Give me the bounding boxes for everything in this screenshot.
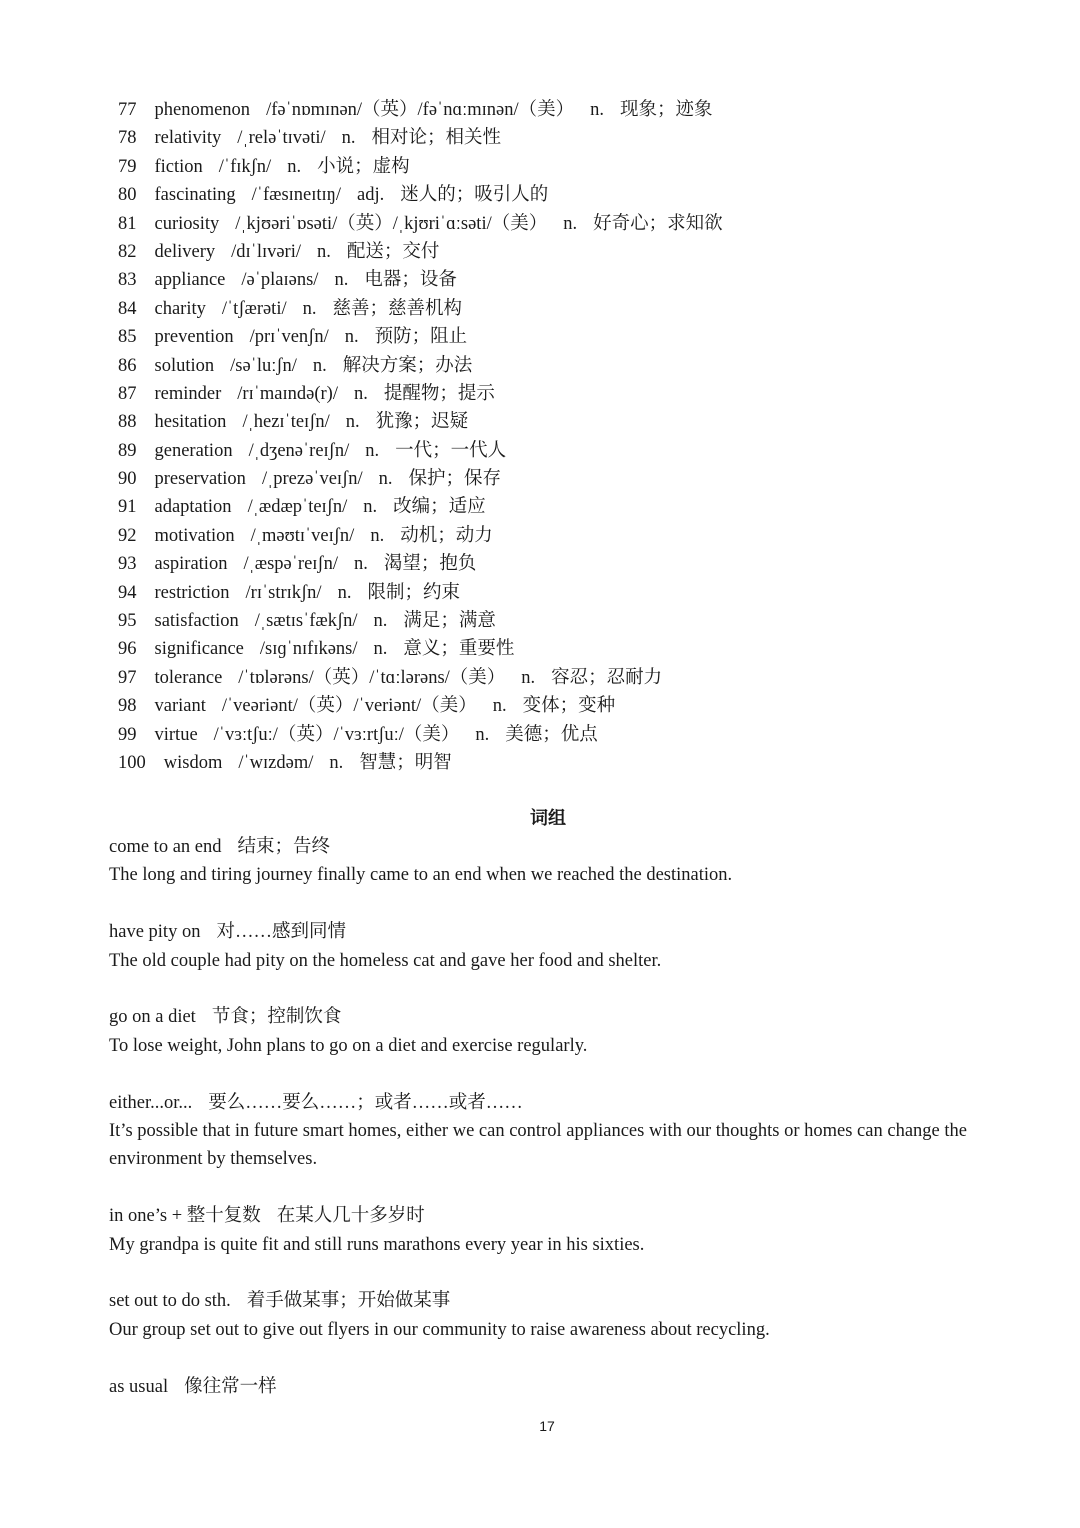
vocab-meaning: 提醒物；提示 bbox=[383, 383, 495, 404]
vocab-number: 94 bbox=[118, 582, 137, 603]
vocab-entry bbox=[118, 323, 723, 351]
vocab-phonetic: /əˈplaɪəns/ bbox=[241, 270, 319, 291]
vocab-word: motivation bbox=[154, 525, 235, 546]
vocab-meaning: 电器；设备 bbox=[364, 270, 457, 291]
vocab-number: 97 bbox=[118, 667, 137, 688]
phrase-term: as usual bbox=[109, 1376, 169, 1397]
phrase-meaning: 要么……要么……；或者……或者…… bbox=[208, 1092, 523, 1113]
vocab-phonetic: /ˌməʊtɪˈveɪʃn/ bbox=[250, 525, 355, 546]
section-title: 词组 bbox=[530, 808, 566, 828]
vocab-word: preservation bbox=[154, 469, 246, 490]
vocab-entry bbox=[118, 210, 723, 238]
vocab-word: solution bbox=[154, 355, 215, 376]
vocab-part-of-speech: n. bbox=[317, 241, 331, 262]
vocab-phonetic: /səˈluːʃn/ bbox=[230, 355, 297, 376]
vocab-word: appliance bbox=[154, 270, 226, 291]
vocab-entry bbox=[118, 124, 723, 152]
vocab-entry bbox=[118, 579, 723, 607]
phrase-heading bbox=[109, 1287, 989, 1315]
vocab-part-of-speech: n. bbox=[370, 525, 385, 546]
vocab-meaning: 迷人的；吸引人的 bbox=[400, 185, 549, 206]
vocab-part-of-speech: n. bbox=[337, 582, 352, 603]
vocab-part-of-speech: n. bbox=[590, 100, 605, 120]
vocab-number: 80 bbox=[118, 185, 137, 206]
vocab-word: restriction bbox=[154, 582, 230, 603]
phrase-term: have pity on bbox=[109, 922, 201, 943]
vocab-entry bbox=[118, 295, 723, 323]
vocab-word: prevention bbox=[154, 327, 234, 348]
phrase-heading bbox=[109, 1202, 989, 1230]
vocab-number: 89 bbox=[118, 440, 137, 461]
phrase-heading bbox=[109, 1089, 989, 1117]
phrase-block bbox=[109, 1202, 989, 1259]
vocab-entry bbox=[118, 664, 723, 692]
vocab-entry bbox=[118, 266, 723, 294]
phrase-example: The old couple had pity on the homeless cat and gave her food and shelter. bbox=[109, 950, 662, 971]
vocab-entry bbox=[118, 522, 723, 550]
vocab-phonetic: /ˈwɪzdəm/ bbox=[238, 752, 314, 773]
vocab-part-of-speech: n. bbox=[373, 639, 388, 660]
vocab-word: significance bbox=[154, 639, 244, 660]
vocab-word: fascinating bbox=[154, 185, 236, 206]
page-number: 17 bbox=[539, 1418, 555, 1434]
vocab-number: 93 bbox=[118, 554, 137, 575]
vocab-entry bbox=[118, 408, 723, 436]
vocab-meaning: 改编；适应 bbox=[393, 497, 486, 518]
vocab-meaning: 美德；优点 bbox=[505, 724, 598, 745]
vocab-word: phenomenon bbox=[154, 100, 251, 120]
phrase-heading bbox=[109, 1373, 989, 1401]
vocab-meaning: 慈善；慈善机构 bbox=[332, 298, 462, 319]
vocab-number: 85 bbox=[118, 327, 137, 348]
phrase-term: set out to do sth. bbox=[109, 1291, 231, 1312]
vocab-entry bbox=[118, 153, 723, 181]
vocab-meaning: 预防；阻止 bbox=[374, 327, 468, 348]
vocab-part-of-speech: n. bbox=[378, 469, 393, 490]
vocab-entry bbox=[118, 692, 723, 720]
vocab-number: 92 bbox=[118, 525, 137, 546]
vocab-part-of-speech: n. bbox=[563, 213, 578, 234]
vocab-phonetic: /ˌædæpˈteɪʃn/ bbox=[247, 497, 348, 518]
vocab-part-of-speech: n. bbox=[365, 440, 380, 461]
vocab-meaning: 小说；虚构 bbox=[317, 156, 410, 177]
vocab-phonetic: /ˈveəriənt/（英）/ˈveriənt/（美） bbox=[221, 696, 477, 717]
vocab-word: aspiration bbox=[154, 554, 228, 575]
phrase-block bbox=[109, 1373, 989, 1401]
phrase-block bbox=[109, 1003, 989, 1060]
phrase-term: go on a diet bbox=[109, 1007, 196, 1028]
vocab-word: virtue bbox=[154, 724, 198, 745]
vocab-entry bbox=[118, 181, 723, 209]
vocab-part-of-speech: n. bbox=[353, 383, 368, 404]
vocab-word: reminder bbox=[154, 383, 222, 404]
phrase-meaning: 像往常一样 bbox=[184, 1376, 277, 1397]
vocab-number: 100 bbox=[118, 752, 146, 773]
vocab-phonetic: /rɪˈmaɪndə(r)/ bbox=[237, 383, 338, 404]
vocab-part-of-speech: n. bbox=[334, 270, 349, 291]
vocab-word: wisdom bbox=[163, 752, 223, 773]
phrase-term: either...or... bbox=[109, 1092, 193, 1113]
vocab-meaning: 满足；满意 bbox=[403, 611, 496, 632]
vocab-word: satisfaction bbox=[154, 611, 239, 632]
vocab-entry bbox=[118, 465, 723, 493]
vocab-meaning: 配送；交付 bbox=[346, 241, 440, 262]
vocab-meaning: 一代；一代人 bbox=[395, 440, 507, 461]
vocab-phonetic: /ˌkjʊəriˈɒsəti/（英）/ˌkjʊriˈɑːsəti/（美） bbox=[235, 213, 548, 234]
vocab-part-of-speech: n. bbox=[329, 752, 344, 773]
vocab-phonetic: /rɪˈstrɪkʃn/ bbox=[245, 582, 322, 603]
vocab-word: hesitation bbox=[154, 412, 227, 433]
vocab-word: curiosity bbox=[154, 213, 220, 234]
phrase-example: It’s possible that in future smart homes, either we can control appliances with our thoughts or homes can change the environment by themselves. bbox=[109, 1121, 967, 1170]
phrase-term: come to an end bbox=[109, 837, 222, 857]
vocab-phonetic: /ˌæspəˈreɪʃn/ bbox=[243, 554, 338, 575]
phrase-example: The long and tiring journey finally came to an end when we reached the destination. bbox=[109, 865, 733, 886]
vocab-phonetic: /fəˈnɒmɪnən/（英）/fəˈnɑːmɪnən/（美） bbox=[266, 100, 575, 120]
vocab-meaning: 意义；重要性 bbox=[403, 639, 515, 660]
vocab-part-of-speech: n. bbox=[475, 724, 490, 745]
vocab-word: variant bbox=[154, 696, 206, 717]
vocab-phonetic: /ˌdʒenəˈreɪʃn/ bbox=[248, 440, 350, 461]
vocabulary-list bbox=[118, 96, 723, 777]
vocab-entry bbox=[118, 96, 723, 124]
phrase-meaning: 着手做某事；开始做某事 bbox=[246, 1291, 451, 1312]
vocab-meaning: 变体；变种 bbox=[522, 696, 616, 717]
phrase-heading bbox=[109, 1003, 989, 1031]
phrase-term: in one’s + 整十复数 bbox=[109, 1206, 261, 1227]
vocab-word: generation bbox=[154, 440, 233, 461]
vocab-number: 98 bbox=[118, 696, 137, 717]
phrase-example: My grandpa is quite fit and still runs marathons every year in his sixties. bbox=[109, 1234, 645, 1255]
vocab-phonetic: /dɪˈlɪvəri/ bbox=[231, 241, 301, 262]
vocab-phonetic: /ˈfæsɪneɪtɪŋ/ bbox=[251, 185, 341, 206]
phrase-heading bbox=[109, 918, 989, 946]
vocab-word: tolerance bbox=[154, 667, 223, 688]
vocab-number: 78 bbox=[118, 128, 137, 149]
vocab-phonetic: /ˌprezəˈveɪʃn/ bbox=[261, 469, 363, 490]
phrase-block bbox=[109, 918, 989, 975]
vocab-number: 96 bbox=[118, 639, 137, 660]
vocab-phonetic: /ˌsætɪsˈfækʃn/ bbox=[254, 611, 358, 632]
vocab-number: 82 bbox=[118, 241, 137, 262]
vocab-phonetic: /ˈfɪkʃn/ bbox=[218, 156, 272, 177]
phrase-meaning: 在某人几十多岁时 bbox=[276, 1206, 425, 1227]
vocab-phonetic: /ˈvɜːtʃuː/（英）/ˈvɜːrtʃuː/（美） bbox=[213, 724, 460, 745]
vocab-part-of-speech: n. bbox=[302, 298, 317, 319]
vocab-meaning: 相对论；相关性 bbox=[371, 128, 502, 149]
vocab-meaning: 限制；约束 bbox=[367, 582, 460, 603]
vocab-word: charity bbox=[154, 298, 206, 319]
vocab-part-of-speech: n. bbox=[341, 128, 356, 149]
vocab-meaning: 智慧；明智 bbox=[359, 752, 452, 773]
vocab-number: 99 bbox=[118, 724, 137, 745]
vocab-word: adaptation bbox=[154, 497, 232, 518]
vocab-word: relativity bbox=[154, 128, 222, 149]
vocab-meaning: 犹豫；迟疑 bbox=[375, 412, 469, 433]
vocab-entry bbox=[118, 352, 723, 380]
phrase-meaning: 对……感到同情 bbox=[216, 922, 346, 943]
vocab-entry bbox=[118, 749, 723, 777]
vocab-part-of-speech: n. bbox=[345, 412, 360, 433]
phrase-block bbox=[109, 1089, 989, 1174]
vocab-number: 87 bbox=[118, 383, 137, 404]
vocab-part-of-speech: n. bbox=[287, 156, 302, 177]
vocab-part-of-speech: n. bbox=[353, 554, 368, 575]
vocab-phonetic: /ˈtɒlərəns/（英）/ˈtɑːlərəns/（美） bbox=[238, 667, 506, 688]
vocab-number: 84 bbox=[118, 298, 137, 319]
vocab-part-of-speech: n. bbox=[344, 327, 359, 348]
phrase-heading bbox=[109, 833, 989, 861]
vocab-entry bbox=[118, 380, 723, 408]
vocab-phonetic: /ˌhezɪˈteɪʃn/ bbox=[242, 412, 330, 433]
vocab-phonetic: /ˈtʃærəti/ bbox=[221, 298, 287, 319]
vocab-number: 95 bbox=[118, 611, 137, 632]
vocab-word: delivery bbox=[154, 241, 216, 262]
vocab-meaning: 渴望；抱负 bbox=[383, 554, 477, 575]
vocab-meaning: 解决方案；办法 bbox=[342, 355, 473, 376]
vocab-number: 88 bbox=[118, 412, 137, 433]
vocab-meaning: 容忍；忍耐力 bbox=[551, 667, 663, 688]
vocab-number: 86 bbox=[118, 355, 137, 376]
vocab-number: 81 bbox=[118, 213, 137, 234]
vocab-part-of-speech: n. bbox=[492, 696, 507, 717]
phrase-list bbox=[109, 833, 989, 1429]
vocab-phonetic: /sɪɡˈnɪfɪkəns/ bbox=[259, 639, 358, 660]
vocab-phonetic: /prɪˈvenʃn/ bbox=[249, 327, 329, 348]
vocab-meaning: 保护；保存 bbox=[408, 469, 501, 490]
phrase-meaning: 节食；控制饮食 bbox=[211, 1007, 342, 1028]
vocab-entry bbox=[118, 550, 723, 578]
vocab-part-of-speech: n. bbox=[373, 611, 388, 632]
vocab-word: fiction bbox=[154, 156, 203, 177]
vocab-entry bbox=[118, 721, 723, 749]
vocab-number: 91 bbox=[118, 497, 137, 518]
phrase-example: To lose weight, John plans to go on a diet and exercise regularly. bbox=[109, 1035, 588, 1056]
vocab-phonetic: /ˌreləˈtɪvəti/ bbox=[237, 128, 326, 149]
vocab-entry bbox=[118, 493, 723, 521]
vocab-meaning: 好奇心；求知欲 bbox=[593, 213, 723, 234]
vocab-entry bbox=[118, 238, 723, 266]
vocab-number: 83 bbox=[118, 270, 137, 291]
vocab-part-of-speech: n. bbox=[312, 355, 327, 376]
vocab-entry bbox=[118, 607, 723, 635]
phrase-block bbox=[109, 833, 989, 890]
vocab-number: 77 bbox=[118, 100, 137, 120]
vocab-entry bbox=[118, 635, 723, 663]
vocab-meaning: 现象；迹象 bbox=[620, 100, 713, 120]
phrase-example: Our group set out to give out flyers in our community to raise awareness about recycling. bbox=[109, 1319, 770, 1340]
vocab-part-of-speech: n. bbox=[363, 497, 378, 518]
vocab-meaning: 动机；动力 bbox=[400, 525, 493, 546]
vocab-number: 90 bbox=[118, 469, 137, 490]
phrase-block bbox=[109, 1287, 989, 1344]
vocab-part-of-speech: n. bbox=[521, 667, 536, 688]
vocab-entry bbox=[118, 437, 723, 465]
vocab-part-of-speech: adj. bbox=[356, 185, 385, 206]
vocab-number: 79 bbox=[118, 156, 137, 177]
phrase-meaning: 结束；告终 bbox=[237, 837, 331, 857]
